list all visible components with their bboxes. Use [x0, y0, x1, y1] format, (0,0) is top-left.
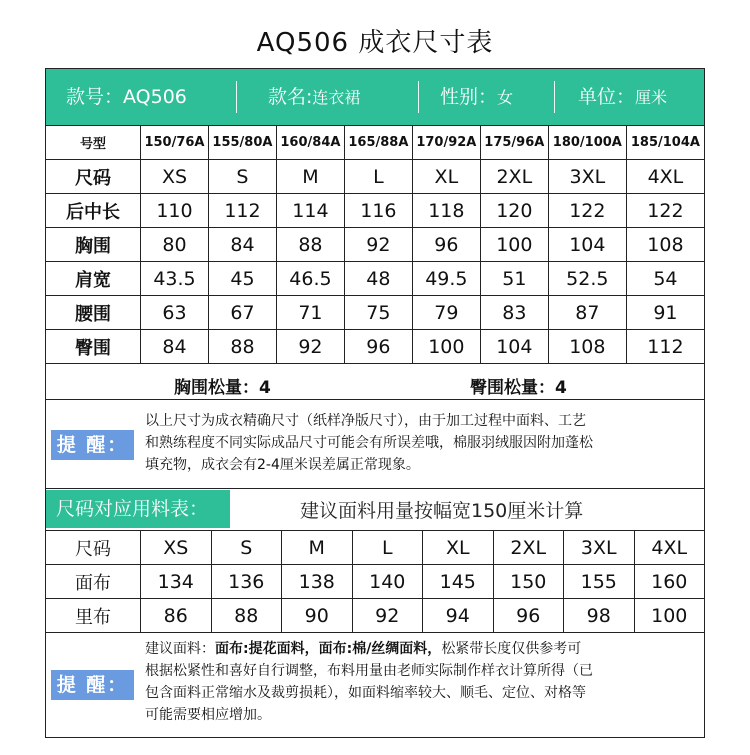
table-cell: 120 [480, 194, 548, 228]
table-cell: 84 [141, 330, 209, 364]
ease-row [45, 367, 705, 400]
reminder-line: 填充物，成衣会有2-4厘米误差属正常现象。 [145, 457, 420, 473]
reminder-prefix: 建议面料： [145, 641, 215, 657]
style-name-label: 款名: [268, 86, 313, 108]
size-table [45, 125, 705, 364]
info-bar [46, 69, 704, 125]
table-row [46, 599, 705, 633]
reminder-line: 可能需要相应增加。 [145, 707, 271, 723]
hip-ease: 臀围松量：4 [470, 378, 567, 398]
table-cell: 46.5 [276, 262, 344, 296]
reminder-text [145, 410, 701, 476]
table-cell: 108 [626, 228, 704, 262]
table-cell: 52.5 [548, 262, 626, 296]
style-number [66, 69, 187, 125]
unit-label: 单位： [578, 86, 636, 108]
table-cell: 92 [276, 330, 344, 364]
table-cell: 150 [493, 565, 564, 599]
table-cell: 98 [564, 599, 635, 633]
chest-ease: 胸围松量：4 [174, 378, 271, 398]
table-cell: 88 [208, 330, 276, 364]
row-label: 尺码 [46, 160, 141, 194]
material-reminder-text [145, 638, 701, 726]
gender-label: 性别： [440, 86, 498, 108]
table-cell: 175/96A [480, 126, 548, 160]
table-cell: 118 [412, 194, 480, 228]
table-cell: 104 [480, 330, 548, 364]
table-row [46, 194, 705, 228]
table-cell: 75 [344, 296, 412, 330]
table-cell: 2XL [480, 160, 548, 194]
table-cell: 63 [141, 296, 209, 330]
gender-value: 女 [497, 88, 514, 107]
info-divider [418, 81, 419, 113]
table-cell: 104 [548, 228, 626, 262]
reminder-line: 以上尺寸为成衣精确尺寸（纸样净版尺寸），由于加工过程中面料、工艺 [145, 413, 586, 429]
table-row [46, 228, 705, 262]
table-cell: 92 [344, 228, 412, 262]
table-cell: 67 [208, 296, 276, 330]
table-cell: XL [412, 160, 480, 194]
table-cell: 88 [211, 599, 282, 633]
table-cell: 155 [564, 565, 635, 599]
row-label: 里布 [46, 599, 141, 633]
table-row [46, 531, 705, 565]
row-label: 肩宽 [46, 262, 141, 296]
style-number-value: AQ506 [123, 86, 187, 108]
unit-value: 厘米 [635, 88, 668, 107]
table-cell: S [208, 160, 276, 194]
table-cell: 87 [548, 296, 626, 330]
row-label: 臀围 [46, 330, 141, 364]
table-cell: 45 [208, 262, 276, 296]
info-divider [236, 81, 237, 113]
table-cell: 96 [344, 330, 412, 364]
row-label: 尺码 [46, 531, 141, 565]
table-cell: 94 [423, 599, 494, 633]
table-cell: 3XL [564, 531, 635, 565]
row-label: 后中长 [46, 194, 141, 228]
table-cell: 100 [480, 228, 548, 262]
row-label: 号型 [46, 126, 141, 160]
table-cell: 4XL [634, 531, 705, 565]
table-cell: 100 [634, 599, 705, 633]
table-cell: 114 [276, 194, 344, 228]
style-number-label: 款号： [66, 86, 124, 108]
reminder-line: 包含面料正常缩水及裁剪损耗），如面料缩率较大、顺毛、定位、对格等 [145, 685, 586, 701]
table-cell: 136 [211, 565, 282, 599]
table-cell: 48 [344, 262, 412, 296]
table-cell: 80 [141, 228, 209, 262]
table-cell: 145 [423, 565, 494, 599]
table-cell: 160/84A [276, 126, 344, 160]
table-row [46, 126, 705, 160]
table-cell: 83 [480, 296, 548, 330]
table-cell: 108 [548, 330, 626, 364]
table-cell: XS [141, 160, 209, 194]
table-cell: 2XL [493, 531, 564, 565]
table-cell: 92 [352, 599, 423, 633]
table-cell: 71 [276, 296, 344, 330]
reminder-badge: 提 醒： [51, 670, 134, 700]
reminder-bold: 面布:提花面料，面布:棉/丝绸面料， [215, 641, 442, 657]
table-cell: 165/88A [344, 126, 412, 160]
table-cell: 112 [208, 194, 276, 228]
table-cell: 51 [480, 262, 548, 296]
table-cell: 160 [634, 565, 705, 599]
table-cell: XS [141, 531, 212, 565]
row-label: 腰围 [46, 296, 141, 330]
reminder-line: 根据松紧性和喜好自行调整，布料用量由老师实际制作样衣计算所得（已 [145, 663, 593, 679]
table-cell: 138 [282, 565, 353, 599]
table-cell: 54 [626, 262, 704, 296]
table-cell: 90 [282, 599, 353, 633]
row-label: 面布 [46, 565, 141, 599]
reminder-badge: 提 醒： [51, 430, 134, 460]
table-cell: 140 [352, 565, 423, 599]
table-cell: 100 [412, 330, 480, 364]
table-cell: 150/76A [141, 126, 209, 160]
usage-header: 尺码对应用料表： [46, 490, 230, 528]
table-cell: 122 [626, 194, 704, 228]
table-row [46, 160, 705, 194]
table-row [46, 565, 705, 599]
reminder-suffix: 松紧带长度仅供参考可 [441, 641, 582, 657]
table-cell: 3XL [548, 160, 626, 194]
table-cell: 155/80A [208, 126, 276, 160]
table-cell: 79 [412, 296, 480, 330]
style-name-value: 连衣裙 [312, 88, 361, 107]
table-row [46, 296, 705, 330]
table-cell: 116 [344, 194, 412, 228]
style-name [268, 69, 360, 125]
table-cell: 112 [626, 330, 704, 364]
reminder-line [145, 638, 701, 660]
table-cell: S [211, 531, 282, 565]
table-cell: 185/104A [626, 126, 704, 160]
gender [440, 69, 513, 125]
table-cell: 96 [493, 599, 564, 633]
table-cell: 96 [412, 228, 480, 262]
table-cell: 49.5 [412, 262, 480, 296]
table-cell: L [344, 160, 412, 194]
table-cell: 170/92A [412, 126, 480, 160]
reminder-line: 和熟练程度不同实际成品尺寸可能会有所误差哦，棉服羽绒服因附加蓬松 [145, 435, 593, 451]
section-divider [45, 488, 705, 489]
table-cell: 134 [141, 565, 212, 599]
table-cell: 43.5 [141, 262, 209, 296]
table-cell: 88 [276, 228, 344, 262]
row-label: 胸围 [46, 228, 141, 262]
table-row [46, 262, 705, 296]
table-cell: 86 [141, 599, 212, 633]
unit [578, 69, 667, 125]
table-row [46, 330, 705, 364]
table-cell: 110 [141, 194, 209, 228]
table-cell: 122 [548, 194, 626, 228]
table-cell: 4XL [626, 160, 704, 194]
usage-note: 建议面料用量按幅宽150厘米计算 [300, 500, 584, 522]
table-cell: 84 [208, 228, 276, 262]
table-cell: XL [423, 531, 494, 565]
page-title: AQ506 成衣尺寸表 [256, 28, 494, 58]
usage-table [45, 530, 705, 633]
table-cell: M [276, 160, 344, 194]
table-cell: L [352, 531, 423, 565]
info-divider [554, 81, 555, 113]
table-cell: 180/100A [548, 126, 626, 160]
table-cell: M [282, 531, 353, 565]
table-cell: 91 [626, 296, 704, 330]
